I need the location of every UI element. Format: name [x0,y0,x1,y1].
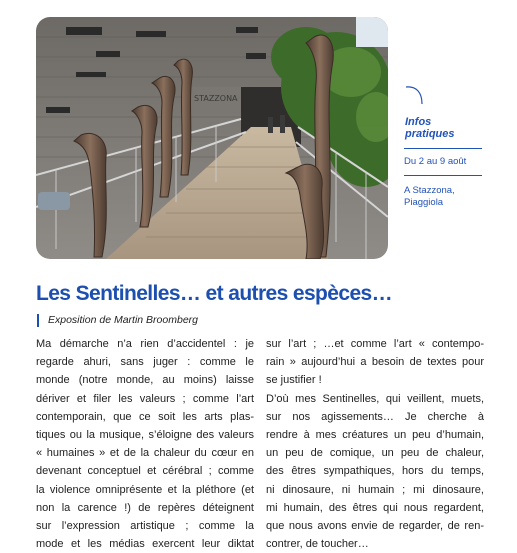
article-column-1 [36,335,254,553]
text-line: contrer, de toucher… [266,538,369,551]
text-line: Ma démarche n’a rien d’accidentel : je [36,338,254,350]
location-line1: A Stazzona, [404,185,455,196]
divider [404,148,482,149]
text-line: contemporain, que ce soit les arts plas- [36,410,254,423]
text-line: non la carence !) de repères déteignent [36,501,254,514]
text-line: mi humain, des êtres qui nous regardent, [266,501,484,514]
text-line: D’où mes Sentinelles, qui veillent, muets, [266,392,484,405]
text-line: rain » aujourd’hui a besoin de textes pour [266,356,484,369]
text-line: rendre à mes créatures un peu d’humain, [266,429,484,442]
infos-heading-line1: Infos [405,116,432,128]
article-column-2 [266,335,484,553]
text-line: sur l’expression artistique ; comme la [36,520,254,533]
text-line: se justifier ! [266,374,322,387]
article-subtitle: Exposition de Martin Broomberg [48,314,198,326]
text-line: devenant conceptuel et cérébral ; comme [36,465,254,478]
text-line: sur nos agissements… Je cherche à [266,410,484,423]
text-line: « humaines » et de la chaleur du cœur en [36,447,254,460]
divider [404,175,482,176]
decorative-curve-icon [404,84,434,108]
text-line: dériver et filer les valeurs ; comme l’art [36,392,254,405]
exhibition-location [404,185,494,209]
text-line: regarde ahuri, sans juger : comme le [36,356,254,369]
exhibition-dates: Du 2 au 9 août [404,156,467,167]
text-line: sur l’art ; …et comme l’art « contempo- [266,338,484,350]
article-title: Les Sentinelles… et autres espèces… [36,282,393,305]
text-line: mode et les médias exercent leur diktat [36,538,254,551]
infos-heading-line2: pratiques [405,128,455,140]
text-line: que nous avons envie de regarder, de ren- [266,520,484,533]
exhibition-photo [36,17,388,259]
text-line: ni dinosaure, ni humain ; mi dinosaure, [266,483,484,496]
text-line: un peu de comique, un peu de chaleur, [266,447,484,460]
location-line2: Piaggiola [404,197,444,208]
text-line: tiques ou la musique, s’éloigne des valeurs [36,429,254,442]
infos-heading [405,116,495,140]
text-line: monde (notre monde, au moins) laisse [36,374,254,387]
subtitle-marker [37,314,39,327]
text-line: des êtres sympathiques, hors du temps, [266,465,484,478]
stazzona-sign: STAZZONA [194,94,238,103]
text-line: la violence omniprésente et la pléthore (et [36,483,254,496]
